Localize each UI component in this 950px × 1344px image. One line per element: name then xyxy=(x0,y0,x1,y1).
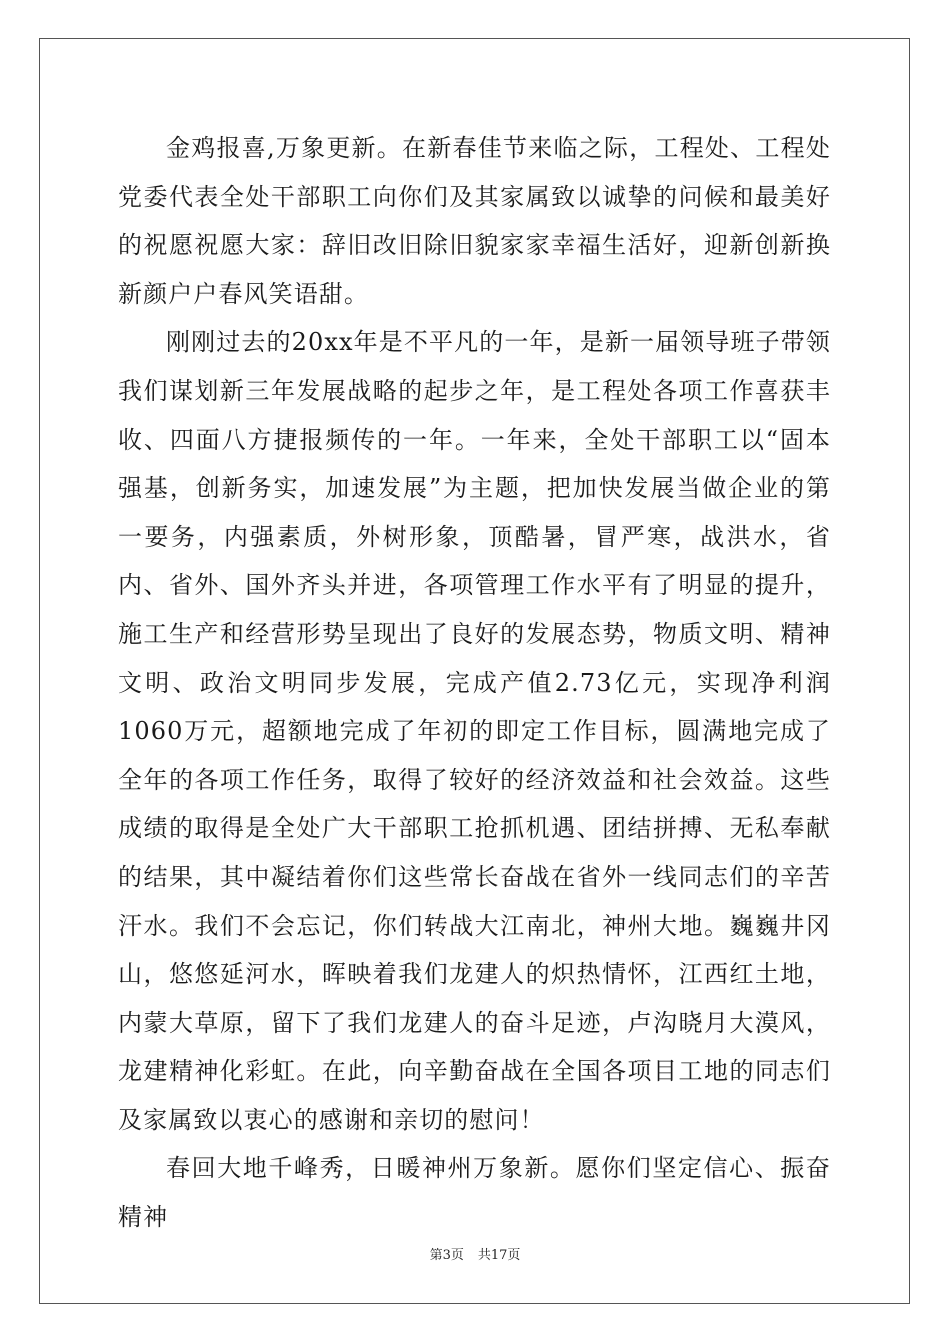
paragraph-closing: 春回大地千峰秀，日暖神州万象新。愿你们坚定信心、振奋精神 xyxy=(118,1154,831,1232)
page-total: 共17页 xyxy=(477,1248,521,1263)
page-number: 第3页 xyxy=(429,1248,464,1263)
paragraph-greeting: 金鸡报喜,万象更新。在新春佳节来临之际，工程处、工程处党委代表全处干部职工向你们及其家属致以诚挚的问候和最美好的祝愿祝愿大家：辞旧改旧除旧貌家家幸福生活好，迎新创新换新颜户户春风笑语甜。 xyxy=(118,134,831,308)
page-footer xyxy=(0,1244,950,1263)
document-body xyxy=(118,124,831,1242)
paragraph-year-review: 刚刚过去的20xx年是不平凡的一年，是新一届领导班子带领我们谋划新三年发展战略的起步之年，是工程处各项工作喜获丰收、四面八方捷报频传的一年。一年来，全处干部职工以“固本强基，创新务实，加速发展”为主题，把加快发展当做企业的第一要务，内强素质，外树形象，顶酷暑，冒严寒，战洪水，省内、省外、国外齐头并进，各项管理工作水平有了明显的提升，施工生产和经营形势呈现出了良好的发展态势，物质文明、精神文明、政治文明同步发展，完成产值2.73亿元，实现净利润1060万元，超额地完成了年初的即定工作目标，圆满地完成了全年的各项工作任务，取得了较好的经济效益和社会效益。这些成绩的取得是全处广大干部职工抢抓机遇、团结拼搏、无私奉献的结果，其中凝结着你们这些常长奋战在省外一线同志们的辛苦汗水。我们不会忘记，你们转战大江南北，神州大地。巍巍井冈山，悠悠延河水，晖映着我们龙建人的炽热情怀，江西红土地，内蒙大草原，留下了我们龙建人的奋斗足迹，卢沟晓月大漠风，龙建精神化彩虹。在此，向辛勤奋战在全国各项目工地的同志们及家属致以衷心的感谢和亲切的慰问！ xyxy=(118,328,831,1134)
